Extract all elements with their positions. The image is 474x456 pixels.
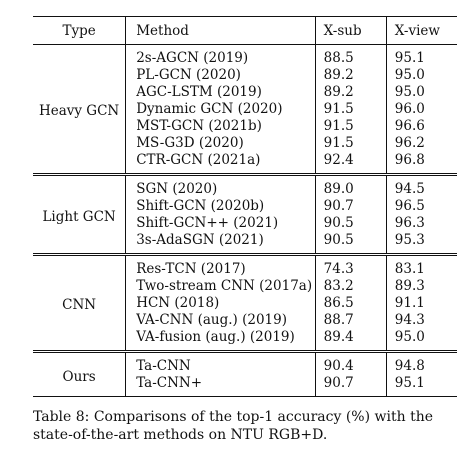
x-sub-cell: 89.2 [315, 84, 386, 101]
header-type: Type [62, 23, 96, 39]
method-cell: MST-GCN (2021b) [126, 118, 315, 135]
x-sub-cell: 92.4 [315, 152, 386, 175]
x-sub-cell: 90.7 [315, 198, 386, 215]
table-row [33, 255, 457, 279]
header-row [33, 17, 457, 45]
method-cell: Ta-CNN+ [126, 375, 315, 397]
method-cell: Dynamic GCN (2020) [126, 101, 315, 118]
x-view-cell: 83.1 [386, 255, 457, 279]
results-table [33, 16, 457, 397]
type-cell: Heavy GCN [38, 103, 120, 119]
method-cell: VA-CNN (aug.) (2019) [126, 312, 315, 329]
x-view-cell: 96.0 [386, 101, 457, 118]
x-view-cell: 91.1 [386, 295, 457, 312]
method-cell: CTR-GCN (2021a) [126, 152, 315, 175]
method-cell: Shift-GCN++ (2021) [126, 215, 315, 232]
method-cell: 2s-AGCN (2019) [126, 45, 315, 68]
method-cell: HCN (2018) [126, 295, 315, 312]
x-sub-cell: 91.5 [315, 118, 386, 135]
x-view-cell: 96.8 [386, 152, 457, 175]
table-group [33, 45, 457, 175]
method-cell: PL-GCN (2020) [126, 67, 315, 84]
table-row [33, 175, 457, 199]
x-view-cell: 94.5 [386, 175, 457, 199]
x-view-cell: 96.6 [386, 118, 457, 135]
type-cell: Ours [62, 368, 96, 385]
x-sub-cell: 90.5 [315, 232, 386, 255]
x-view-cell: 96.5 [386, 198, 457, 215]
x-sub-cell: 88.5 [315, 45, 386, 68]
x-view-cell: 95.0 [386, 67, 457, 84]
type-cell: Light GCN [42, 208, 116, 225]
method-cell: 3s-AdaSGN (2021) [126, 232, 315, 255]
x-view-cell: 96.3 [386, 215, 457, 232]
method-cell: Two-stream CNN (2017a) [126, 278, 315, 295]
method-cell: Res-TCN (2017) [126, 255, 315, 279]
x-sub-cell: 90.5 [315, 215, 386, 232]
method-cell: MS-G3D (2020) [126, 135, 315, 152]
x-sub-cell: 83.2 [315, 278, 386, 295]
x-sub-cell: 90.7 [315, 375, 386, 397]
x-view-cell: 96.2 [386, 135, 457, 152]
table-group [33, 352, 457, 397]
x-sub-cell: 89.0 [315, 175, 386, 199]
x-view-cell: 94.3 [386, 312, 457, 329]
header-method: Method [126, 17, 315, 45]
x-sub-cell: 86.5 [315, 295, 386, 312]
table-caption: Table 8: Comparisons of the top-1 accuracy (%) with the state-of-the-art methods on NTU RGB+D. [33, 409, 433, 443]
x-view-cell: 95.0 [386, 84, 457, 101]
header-x-view: X-view [386, 17, 457, 45]
x-view-cell: 95.3 [386, 232, 457, 255]
x-sub-cell: 74.3 [315, 255, 386, 279]
table-row [33, 352, 457, 376]
x-view-cell: 89.3 [386, 278, 457, 295]
x-view-cell: 95.1 [386, 45, 457, 68]
x-view-cell: 95.1 [386, 375, 457, 397]
x-view-cell: 95.0 [386, 329, 457, 352]
method-cell: VA-fusion (aug.) (2019) [126, 329, 315, 352]
results-table-container [33, 16, 457, 397]
x-sub-cell: 91.5 [315, 101, 386, 118]
x-sub-cell: 89.4 [315, 329, 386, 352]
x-view-cell: 94.8 [386, 352, 457, 376]
x-sub-cell: 88.7 [315, 312, 386, 329]
method-cell: AGC-LSTM (2019) [126, 84, 315, 101]
x-sub-cell: 90.4 [315, 352, 386, 376]
x-sub-cell: 89.2 [315, 67, 386, 84]
header-x-sub: X-sub [315, 17, 386, 45]
table-group [33, 255, 457, 352]
type-cell: CNN [62, 297, 97, 313]
table-row [33, 45, 457, 68]
method-cell: SGN (2020) [126, 175, 315, 199]
table-header [33, 17, 457, 45]
table-group [33, 175, 457, 255]
x-sub-cell: 91.5 [315, 135, 386, 152]
method-cell: Shift-GCN (2020b) [126, 198, 315, 215]
method-cell: Ta-CNN [126, 352, 315, 376]
